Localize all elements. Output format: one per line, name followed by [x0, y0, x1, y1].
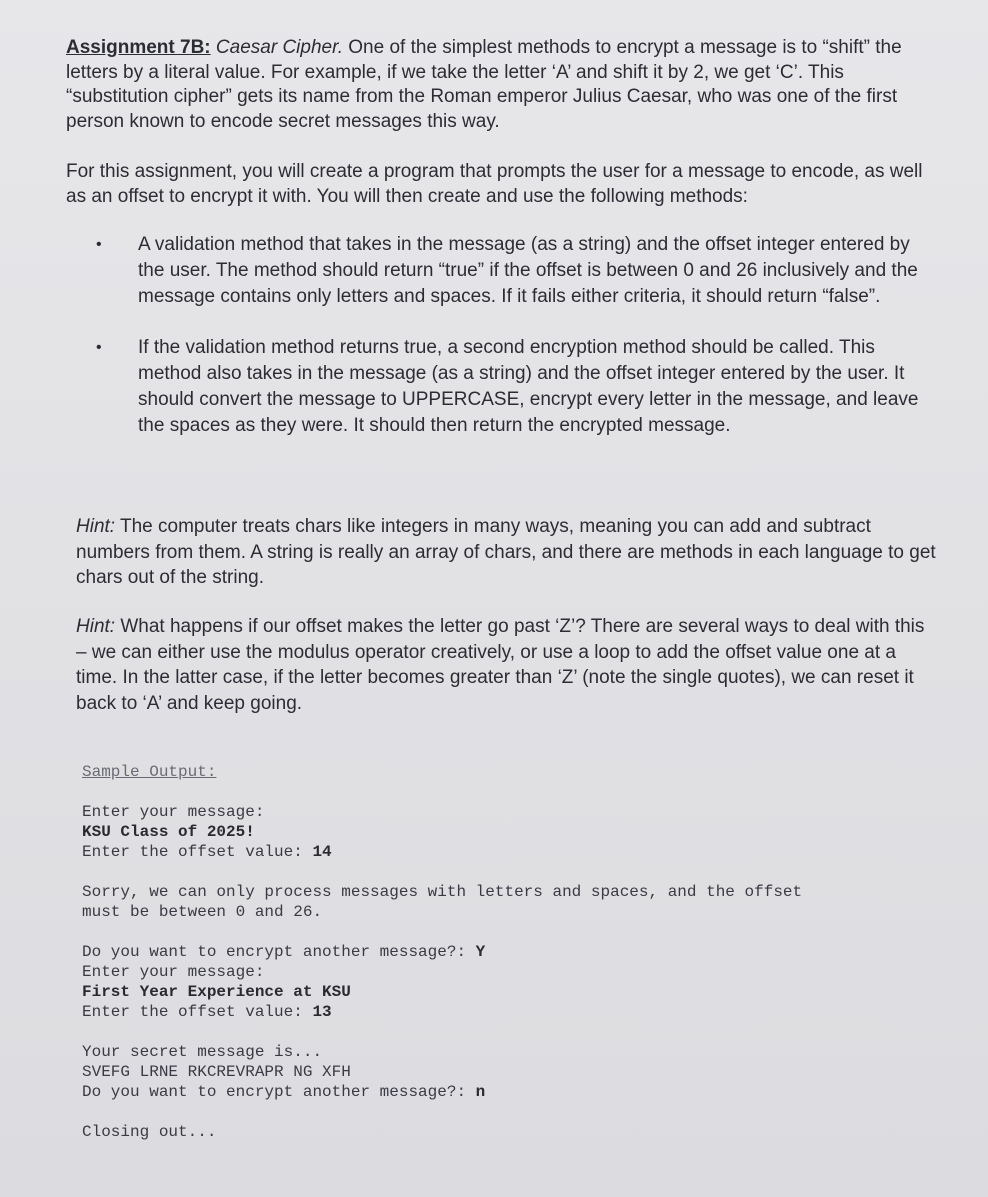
console-output: SVEFG LRNE RKCREVRAPR NG XFH — [82, 1063, 351, 1081]
console-line — [82, 1002, 942, 1022]
hint-text: What happens if our offset makes the letter go past ‘Z’? There are several ways to deal with this – we can either use the modulus operator creatively, or use a loop to add the offset value one at a time. In the latter case, if the letter becomes greater than ‘Z’ (note the single quotes), we can reset it back to ‘A’ and keep going. — [76, 616, 925, 714]
console-input: First Year Experience at KSU — [82, 983, 351, 1001]
console-input: n — [475, 1083, 486, 1101]
console-line: Enter your message: — [82, 963, 265, 981]
console-line — [82, 842, 942, 862]
console-line — [82, 942, 942, 962]
list-item — [96, 335, 936, 439]
assignment-title: Caesar Cipher. — [215, 37, 343, 58]
sample-output — [82, 762, 942, 1142]
console-input: KSU Class of 2025! — [82, 823, 255, 841]
console-line — [82, 1082, 942, 1102]
intro-text: One of the simplest methods to encrypt a message is to “shift” the letters by a literal value. For example, if we take the letter ‘A’ and shift it by 2, we get ‘C’. This “substitution cipher” gets its name from the Roman emperor Julius Caesar, who was one of the first person known to encode secret messages this way. — [66, 37, 902, 132]
sample-output-title: Sample Output: — [82, 763, 217, 781]
assignment-intro — [66, 36, 936, 134]
hint-label: Hint: — [76, 516, 116, 537]
assignment-label: Assignment 7B: — [66, 37, 211, 58]
console-prompt: Enter the offset value: — [82, 1003, 313, 1021]
console-input: 14 — [312, 843, 332, 861]
console-prompt: Do you want to encrypt another message?: — [82, 943, 476, 961]
bullet-icon: • — [96, 236, 102, 253]
hint-text: The computer treats chars like integers in many ways, meaning you can add and subtract numbers from them. A string is really an array of chars, and there are methods in each language to get chars out of the string. — [76, 516, 936, 588]
hint-label: Hint: — [76, 616, 116, 637]
instructions-paragraph: For this assignment, you will create a program that prompts the user for a message to encode, as well as an offset to encrypt it with. You will then create and use the following methods: — [66, 161, 923, 207]
console-line: Enter your message: — [82, 803, 265, 821]
console-prompt: Enter the offset value: — [82, 843, 313, 861]
console-line: Sorry, we can only process messages with letters and spaces, and the offset — [82, 883, 803, 901]
list-item — [96, 232, 936, 310]
console-line: must be between 0 and 26. — [82, 903, 323, 921]
bullet-text: If the validation method returns true, a second encryption method should be called. This method also takes in the message (as a string) and the offset integer entered by the user. It should convert the message to UPPERCASE, encrypt every letter in the message, and leave the spaces as they were. It should then return the encrypted message. — [138, 337, 919, 436]
hint-paragraph — [76, 614, 936, 716]
hint-paragraph — [76, 514, 936, 591]
bullet-text: A validation method that takes in the message (as a string) and the offset integer entered by the user. The method should return “true” if the offset is between 0 and 26 inclusively and the message contains only letters and spaces. If it fails either criteria, it should return “false”. — [138, 234, 918, 307]
console-line: Your secret message is... — [82, 1043, 323, 1061]
console-prompt: Do you want to encrypt another message?: — [82, 1083, 476, 1101]
console-input: 13 — [312, 1003, 332, 1021]
console-input: Y — [475, 943, 486, 961]
console-line: Closing out... — [82, 1123, 217, 1141]
bullet-icon: • — [96, 339, 102, 356]
methods-list — [96, 232, 936, 439]
